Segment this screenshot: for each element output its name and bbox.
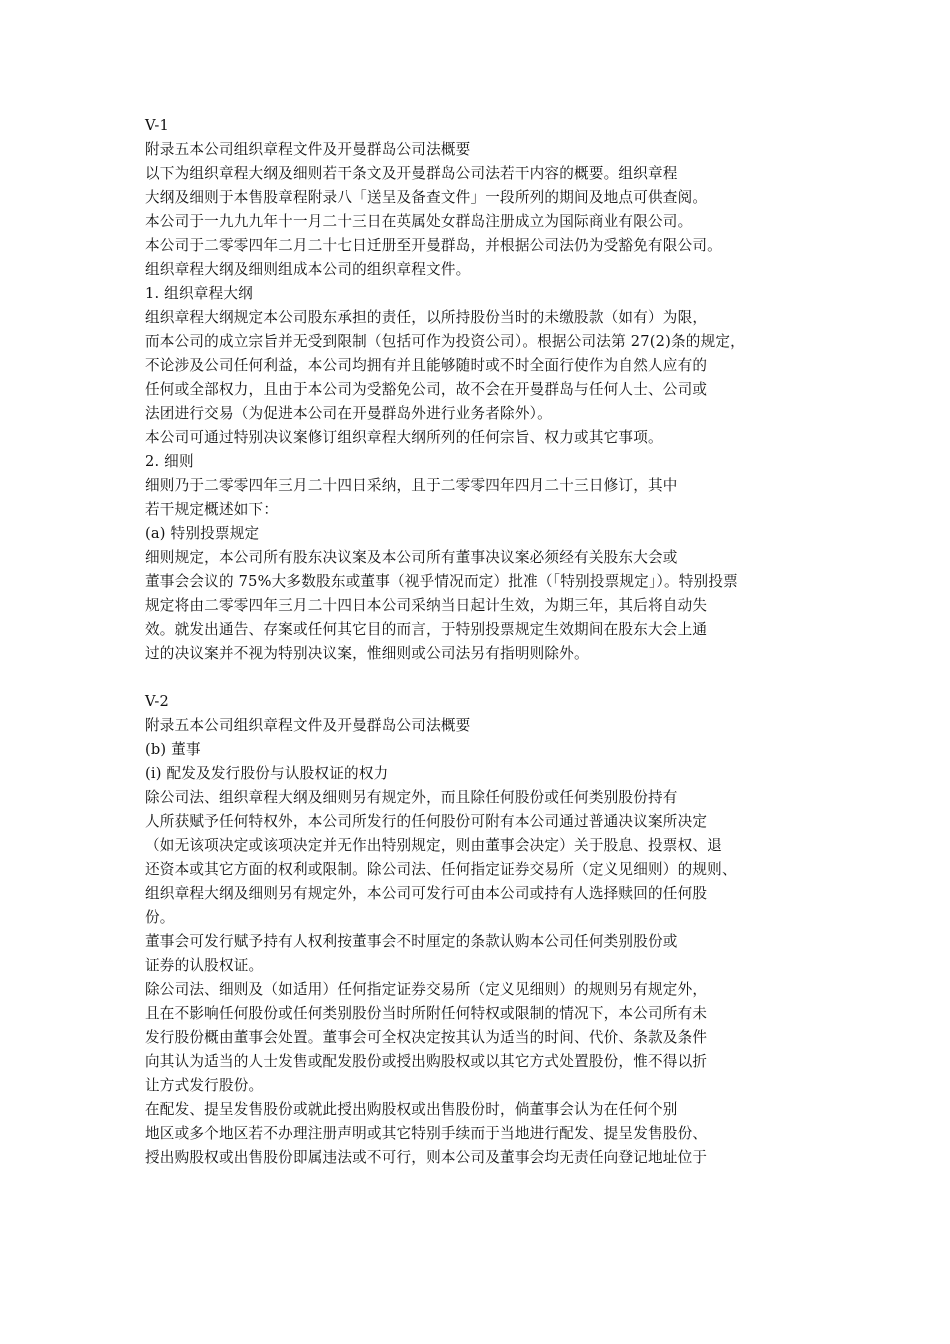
section-heading: 2. 细则 (145, 453, 194, 470)
page-label: V-2 (145, 693, 170, 710)
text-line: 发行股份概由董事会处置。董事会可全权决定按其认为适当的时间、代价、条款及条件 (145, 1029, 708, 1046)
text-line: 本公司可通过特别决议案修订组织章程大纲所列的任何宗旨、权力或其它事项。 (145, 429, 663, 446)
text-line: 大纲及细则于本售股章程附录八「送呈及备查文件」一段所列的期间及地点可供查阅。 (145, 189, 708, 206)
text-line: 本公司于二零零四年二月二十七日迁册至开曼群岛，并根据公司法仍为受豁免有限公司。 (145, 237, 722, 254)
subsection-heading: (i) 配发及发行股份与认股权证的权力 (145, 765, 389, 782)
text-line: 而本公司的成立宗旨并无受到限制（包括可作为投资公司）。根据公司法第 27(2)条的规定， (145, 333, 745, 350)
text-line: 授出购股权或出售股份即属违法或不可行，则本公司及董事会均无责任向登记地址位于 (145, 1149, 708, 1166)
text-line: 不论涉及公司任何利益，本公司均拥有并且能够随时或不时全面行使作为自然人应有的 (145, 357, 708, 374)
text-line: 人所获赋予任何特权外，本公司所发行的任何股份可附有本公司通过普通决议案所决定 (145, 813, 708, 830)
section2-body (145, 738, 825, 1170)
text-line: 除公司法、组织章程大纲及细则另有规定外，而且除任何股份或任何类别股份持有 (145, 789, 678, 806)
page-label: V-1 (145, 117, 170, 134)
section1-body (145, 162, 825, 666)
text-line: 董事会会议的 75%大多数股东或董事（视乎情况而定）批准（「特别投票规定」）。特别投票 (145, 573, 738, 590)
text-line: 除公司法、细则及（如适用）任何指定证券交易所（定义见细则）的规则另有规定外， (145, 981, 708, 998)
text-line: 且在不影响任何股份或任何类别股份当时所附任何特权或限制的情况下，本公司所有未 (145, 1005, 708, 1022)
subsection-heading: (a) 特别投票规定 (145, 525, 260, 542)
subsection-heading: (b) 董事 (145, 741, 201, 758)
text-line: 以下为组织章程大纲及细则若干条文及开曼群岛公司法若干内容的概要。组织章程 (145, 165, 678, 182)
text-line: 若干规定概述如下： (145, 501, 279, 518)
text-line: 效。就发出通告、存案或任何其它目的而言，于特别投票规定生效期间在股东大会上通 (145, 621, 708, 638)
text-line: （如无该项决定或该项决定并无作出特别规定，则由董事会决定）关于股息、投票权、退 (145, 837, 722, 854)
text-line: 规定将由二零零四年三月二十四日本公司采纳当日起计生效，为期三年，其后将自动失 (145, 597, 708, 614)
text-line: 董事会可发行赋予持有人权利按董事会不时厘定的条款认购本公司任何类别股份或 (145, 933, 678, 950)
appendix-heading: 附录五本公司组织章程文件及开曼群岛公司法概要 (145, 141, 471, 158)
text-line: 组织章程大纲规定本公司股东承担的责任，以所持股份当时的未缴股款（如有）为限， (145, 309, 708, 326)
text-line: 细则乃于二零零四年三月二十四日采纳，且于二零零四年四月二十三日修订，其中 (145, 477, 678, 494)
text-line: 本公司于一九九九年十一月二十三日在英属处女群岛注册成立为国际商业有限公司。 (145, 213, 693, 230)
text-line: 组织章程大纲及细则另有规定外，本公司可发行可由本公司或持有人选择赎回的任何股 (145, 885, 708, 902)
text-line: 任何或全部权力，且由于本公司为受豁免公司，故不会在开曼群岛与任何人士、公司或 (145, 381, 708, 398)
page-break-gap (145, 666, 825, 690)
text-line: 过的决议案并不视为特别决议案，惟细则或公司法另有指明则除外。 (145, 645, 589, 662)
document-page (145, 114, 825, 1170)
text-line: 证券的认股权证。 (145, 957, 264, 974)
section-heading: 1. 组织章程大纲 (145, 285, 253, 302)
text-line: 地区或多个地区若不办理注册声明或其它特别手续而于当地进行配发、提呈发售股份、 (145, 1125, 708, 1142)
text-line: 在配发、提呈发售股份或就此授出购股权或出售股份时，倘董事会认为在任何个别 (145, 1101, 678, 1118)
text-line: 让方式发行股份。 (145, 1077, 264, 1094)
appendix-heading: 附录五本公司组织章程文件及开曼群岛公司法概要 (145, 717, 471, 734)
text-line: 向其认为适当的人士发售或配发股份或授出购股权或以其它方式处置股份，惟不得以折 (145, 1053, 708, 1070)
text-line: 还资本或其它方面的权利或限制。除公司法、任何指定证券交易所（定义见细则）的规则、 (145, 861, 737, 878)
text-line: 份。 (145, 909, 175, 926)
text-line: 法团进行交易（为促进本公司在开曼群岛外进行业务者除外）。 (145, 405, 552, 422)
text-line: 组织章程大纲及细则组成本公司的组织章程文件。 (145, 261, 471, 278)
text-line: 细则规定，本公司所有股东决议案及本公司所有董事决议案必须经有关股东大会或 (145, 549, 678, 566)
